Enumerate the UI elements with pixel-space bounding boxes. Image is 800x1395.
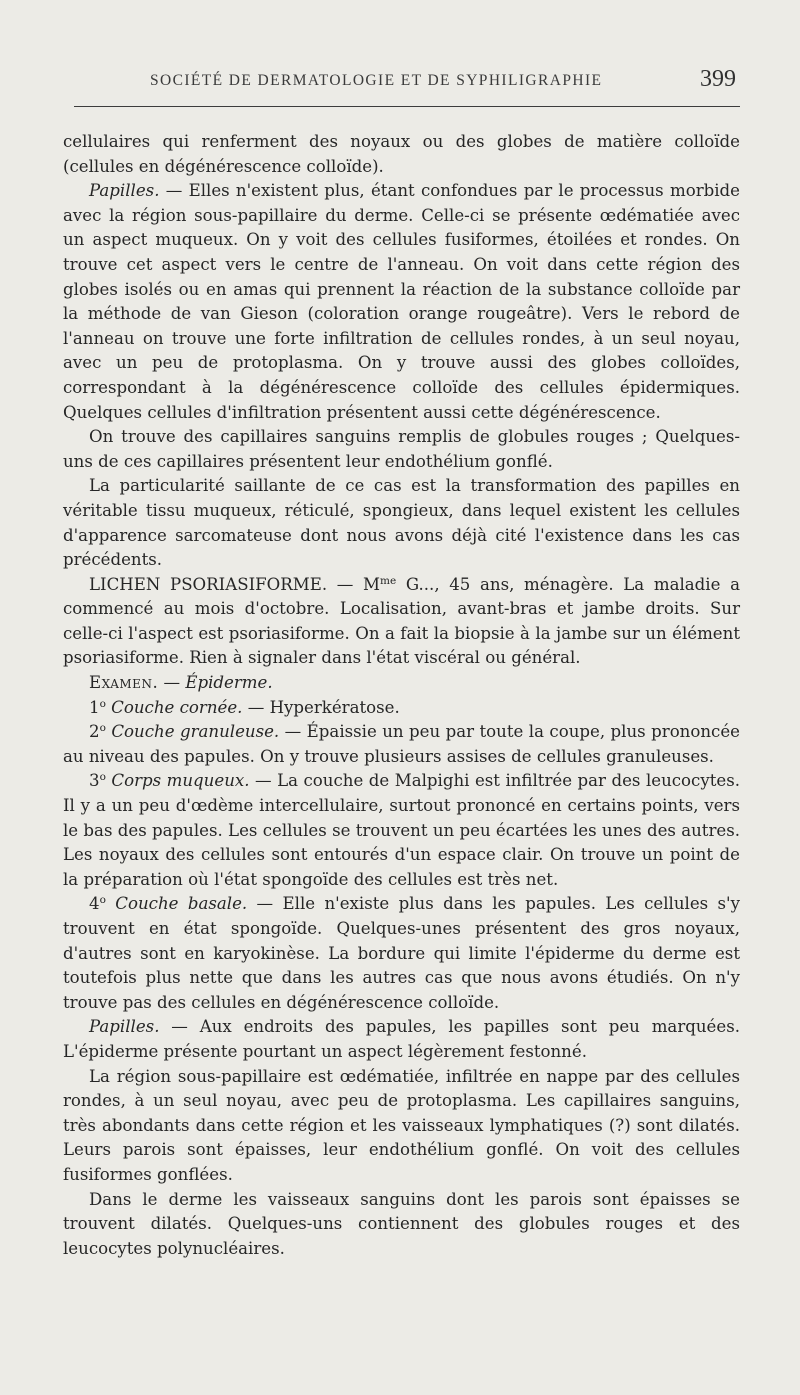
superscript: o	[99, 722, 106, 735]
paragraph-text: G..., 45 ans, ménagère. La maladie a commencé au mois d'octobre. Localisation, avant-bras et jambe droits. Sur celle-ci l'aspect est psoriasiforme. On a fait la biopsie à la jambe sur un élément psoriasiforme. Rien à signaler dans l'état viscéral ou général.	[63, 574, 740, 668]
paragraph-lead: Papilles.	[89, 1017, 160, 1037]
paragraph	[63, 671, 740, 696]
paragraph	[63, 179, 740, 425]
paragraph	[63, 425, 740, 474]
paragraph-em: Couche basale.	[105, 894, 248, 914]
paragraph-text: cellulaires qui renferment des noyaux ou des globes de matière colloïde (cellules en dégénérescence colloïde).	[63, 132, 740, 176]
case-heading: LICHEN PSORIASIFORME.	[89, 574, 328, 594]
paragraph	[63, 769, 740, 892]
paragraph	[63, 1065, 740, 1188]
item-number: 3	[89, 771, 100, 791]
paragraph	[63, 1015, 740, 1064]
paragraph	[63, 1188, 740, 1262]
superscript: o	[99, 697, 106, 710]
item-number: 4	[89, 894, 100, 914]
body-text	[63, 130, 740, 1261]
paragraph-text: — Épaissie un peu par toute la coupe, plus prononcée au niveau des papules. On y trouve plusieurs assises de cellules granuleuses.	[63, 722, 740, 766]
paragraph-text: — Hyperkératose.	[242, 697, 400, 717]
paragraph-em: Couche granuleuse.	[105, 722, 280, 742]
paragraph-text: — Elle n'existe plus dans les papules. Les cellules s'y trouvent en état spongoïde. Quelques-unes présentent des gros noyaux, d'autres sont en karyokinèse. La bordure qui limite l'épiderme du derme est toutefois plus nette que dans les autres cas que nous avons étudiés. On n'y trouve pas des cellules en dégénérescence colloïde.	[63, 894, 740, 1012]
paragraph-em: Couche cornée.	[105, 697, 243, 717]
superscript: o	[99, 894, 106, 907]
running-title: SOCIÉTÉ DE DERMATOLOGIE ET DE SYPHILIGRAPHIE	[150, 72, 603, 89]
paragraph-em: Épiderme.	[185, 673, 273, 693]
page-number: 399	[700, 66, 736, 92]
paragraph	[63, 720, 740, 769]
paragraph	[63, 130, 740, 179]
paragraph-text: — Elles n'existent plus, étant confondues par le processus morbide avec la région sous-papillaire du derme. Celle-ci se présente œdématiée avec un aspect muqueux. On y voit des cellules fusiformes, étoilées et rondes. On trouve cet aspect vers le centre de l'anneau. On voit dans cette région des globes isolés ou en amas qui prennent la réaction de la substance colloïde par la méthode de van Gieson (coloration orange rougeâtre). Vers le rebord de l'anneau on trouve une forte infiltration de cellules rondes, à un seul noyau, avec un peu de protoplasma. On y trouve aussi des globes colloïdes, correspondant à la dégénérescence colloïde des cellules épidermiques. Quelques cellules d'infiltration présentent aussi cette dégénérescence.	[63, 181, 740, 422]
paragraph	[63, 573, 740, 671]
paragraph	[63, 696, 740, 721]
paragraph-mid: —	[158, 673, 186, 693]
paragraph	[63, 474, 740, 572]
section-label: Examen.	[89, 673, 159, 693]
paragraph-mid: — M	[327, 574, 380, 594]
superscript: o	[99, 771, 106, 784]
paragraph	[63, 892, 740, 1015]
item-number: 1	[89, 697, 100, 717]
paragraph-text: — La couche de Malpighi est infiltrée par des leucocytes. Il y a un peu d'œdème intercellulaire, surtout prononcé en certains points, vers le bas des papules. Les cellules se trouvent un peu écartées les unes des autres. Les noyaux des cellules sont entourés d'un espace clair. On trouve un point de la préparation où l'état spongoïde des cellules est très net.	[63, 771, 740, 889]
paragraph-text: On trouve des capillaires sanguins remplis de globules rouges ; Quelques-uns de ces capillaires présentent leur endothélium gonflé.	[63, 427, 740, 471]
paragraph-lead: Papilles.	[89, 181, 160, 201]
paragraph-text: Dans le derme les vaisseaux sanguins dont les parois sont épaisses se trouvent dilatés. Quelques-uns contiennent des globules rouges et des leucocytes polynucléaires.	[63, 1189, 740, 1258]
running-head	[74, 64, 740, 104]
paragraph-text: La région sous-papillaire est œdématiée, infiltrée en nappe par des cellules rondes, à un seul noyau, avec peu de protoplasma. Les capillaires sanguins, très abondants dans cette région et les vaisseaux lymphatiques (?) sont dilatés. Leurs parois sont épaisses, leur endothélium gonflé. On voit des cellules fusiformes gonflées.	[63, 1066, 740, 1184]
paragraph-em: Corps muqueux.	[105, 771, 250, 791]
paragraph-text: La particularité saillante de ce cas est la transformation des papilles en véritable tissu muqueux, réticulé, spongieux, dans lequel existent les cellules d'apparence sarcomateuse dont nous avons déjà cité l'existence dans les cas précédents.	[63, 476, 740, 570]
header-rule	[74, 106, 740, 107]
paragraph-text: — Aux endroits des papules, les papilles sont peu marquées. L'épiderme présente pourtant un aspect légèrement festonné.	[63, 1017, 740, 1061]
superscript: me	[380, 574, 397, 587]
item-number: 2	[89, 722, 100, 742]
